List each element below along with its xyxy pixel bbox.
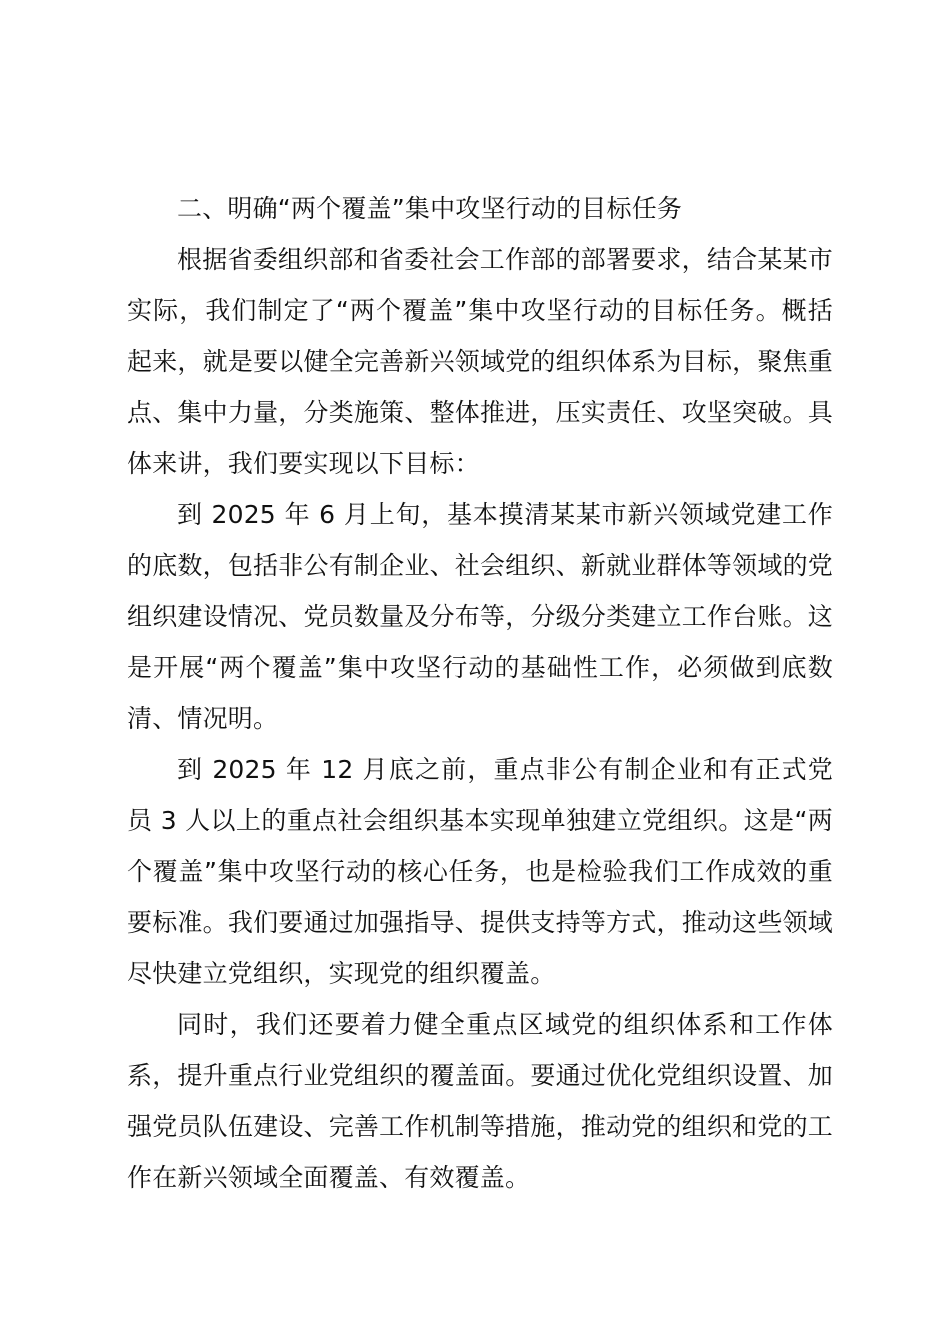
paragraph-meanwhile: 同时，我们还要着力健全重点区域党的组织体系和工作体系，提升重点行业党组织的覆盖面。要通过优化党组织设置、加强党员队伍建设、完善工作机制等措施，推动党的组织和党的工作在新兴领域全面覆盖、有效覆盖。 [127, 1010, 833, 1192]
paragraph-target-december: 到 2025 年 12 月底之前，重点非公有制企业和有正式党员 3 人以上的重点社会组织基本实现单独建立党组织。这是“两个覆盖”集中攻坚行动的核心任务，也是检验我们工作成效的重要标准。我们要通过加强指导、提供支持等方式，推动这些领域尽快建立党组织，实现党的组织覆盖。 [127, 755, 833, 988]
section-heading: 二、明确“两个覆盖”集中攻坚行动的目标任务 [177, 194, 683, 223]
paragraph-intro: 根据省委组织部和省委社会工作部的部署要求，结合某某市实际，我们制定了“两个覆盖”集中攻坚行动的目标任务。概括起来，就是要以健全完善新兴领域党的组织体系为目标，聚焦重点、集中力量，分类施策、整体推进，压实责任、攻坚突破。具体来讲，我们要实现以下目标： [127, 245, 833, 478]
document-body [127, 183, 833, 1203]
paragraph-target-june: 到 2025 年 6 月上旬，基本摸清某某市新兴领域党建工作的底数，包括非公有制企业、社会组织、新就业群体等领域的党组织建设情况、党员数量及分布等，分级分类建立工作台账。这是开展“两个覆盖”集中攻坚行动的基础性工作，必须做到底数清、情况明。 [127, 500, 833, 733]
